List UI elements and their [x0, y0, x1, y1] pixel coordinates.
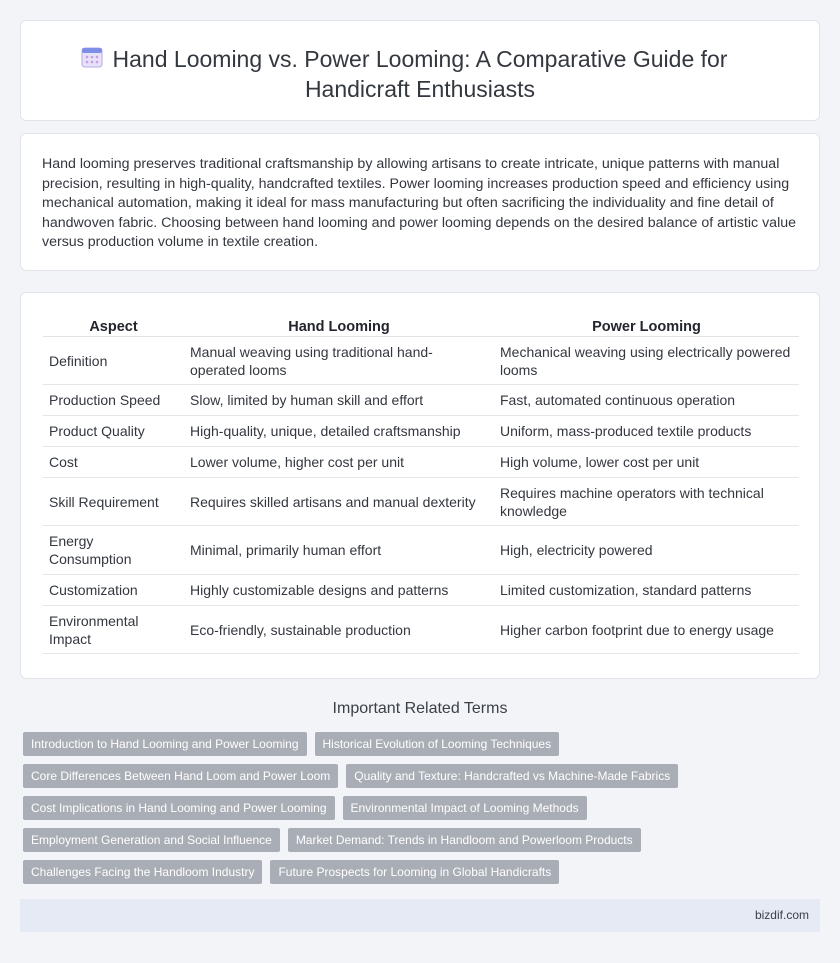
table-row	[43, 606, 799, 654]
power-looming-cell: Limited customization, standard patterns	[494, 575, 799, 606]
hand-looming-cell: Minimal, primarily human effort	[184, 526, 494, 575]
aspect-cell: Environmental Impact	[43, 606, 184, 654]
page-title-line-1: Hand Looming vs. Power Looming: A Comparative Guide for	[112, 46, 728, 72]
power-looming-cell: Higher carbon footprint due to energy usage	[494, 606, 799, 654]
footer	[20, 899, 820, 932]
related-term-tag[interactable]: Core Differences Between Hand Loom and Power Loom	[23, 764, 338, 788]
header-power-looming: Power Looming	[494, 315, 799, 337]
related-term-tag[interactable]: Market Demand: Trends in Handloom and Powerloom Products	[288, 828, 641, 852]
related-term-tag[interactable]: Challenges Facing the Handloom Industry	[23, 860, 262, 884]
title-card	[20, 20, 820, 121]
related-term-tag[interactable]: Cost Implications in Hand Looming and Power Looming	[23, 796, 335, 820]
header-aspect: Aspect	[43, 315, 184, 337]
power-looming-cell: Fast, automated continuous operation	[494, 385, 799, 416]
related-term-tag[interactable]: Future Prospects for Looming in Global Handicrafts	[270, 860, 559, 884]
table-row	[43, 526, 799, 575]
footer-site-link[interactable]: bizdif.com	[754, 908, 809, 922]
page-title-line-2: Handicraft Enthusiasts	[304, 76, 536, 102]
power-looming-cell: High, electricity powered	[494, 526, 799, 575]
hand-looming-cell: Highly customizable designs and patterns	[184, 575, 494, 606]
table-row	[43, 447, 799, 478]
related-term-tag[interactable]: Environmental Impact of Looming Methods	[343, 796, 587, 820]
aspect-cell: Energy Consumption	[43, 526, 184, 575]
hand-looming-cell: Requires skilled artisans and manual dexterity	[184, 478, 494, 526]
hand-looming-cell: Eco-friendly, sustainable production	[184, 606, 494, 654]
table-row	[43, 337, 799, 385]
aspect-cell: Customization	[43, 575, 184, 606]
power-looming-cell: Mechanical weaving using electrically powered looms	[494, 337, 799, 385]
aspect-cell: Skill Requirement	[43, 478, 184, 526]
related-term-tag[interactable]: Historical Evolution of Looming Techniques	[315, 732, 560, 756]
power-looming-cell: Uniform, mass-produced textile products	[494, 416, 799, 447]
related-term-tag[interactable]: Quality and Texture: Handcrafted vs Machine-Made Fabrics	[346, 764, 678, 788]
aspect-cell: Production Speed	[43, 385, 184, 416]
table-row	[43, 385, 799, 416]
aspect-cell: Product Quality	[43, 416, 184, 447]
related-terms-list	[23, 732, 803, 892]
table-row	[43, 416, 799, 447]
hand-looming-cell: High-quality, unique, detailed craftsmanship	[184, 416, 494, 447]
related-terms-heading: Important Related Terms	[332, 700, 508, 717]
comparison-table-card	[20, 292, 820, 679]
related-term-tag[interactable]: Introduction to Hand Looming and Power Looming	[23, 732, 307, 756]
hand-looming-cell: Lower volume, higher cost per unit	[184, 447, 494, 478]
table-row	[43, 575, 799, 606]
table-header-row	[43, 315, 799, 337]
intro-card	[20, 133, 820, 271]
page-title	[21, 44, 819, 104]
hand-looming-cell: Manual weaving using traditional hand-operated looms	[184, 337, 494, 385]
hand-looming-cell: Slow, limited by human skill and effort	[184, 385, 494, 416]
aspect-cell: Cost	[43, 447, 184, 478]
comparison-table	[43, 315, 799, 654]
related-term-tag[interactable]: Employment Generation and Social Influence	[23, 828, 280, 852]
aspect-cell: Definition	[43, 337, 184, 385]
table-row	[43, 478, 799, 526]
power-looming-cell: Requires machine operators with technical knowledge	[494, 478, 799, 526]
power-looming-cell: High volume, lower cost per unit	[494, 447, 799, 478]
header-hand-looming: Hand Looming	[184, 315, 494, 337]
intro-paragraph: Hand looming preserves traditional craftsmanship by allowing artisans to create intricate, unique patterns with manual precision, resulting in high-quality, handcrafted textiles. Power looming increases production speed and efficiency using mechanical automation, making it ideal for mass manufacturing but often sacrificing the individuality and fine detail of handwoven fabric. Choosing between hand looming and power looming depends on the desired balance of artistic value versus production volume in textile creation.	[42, 156, 797, 251]
